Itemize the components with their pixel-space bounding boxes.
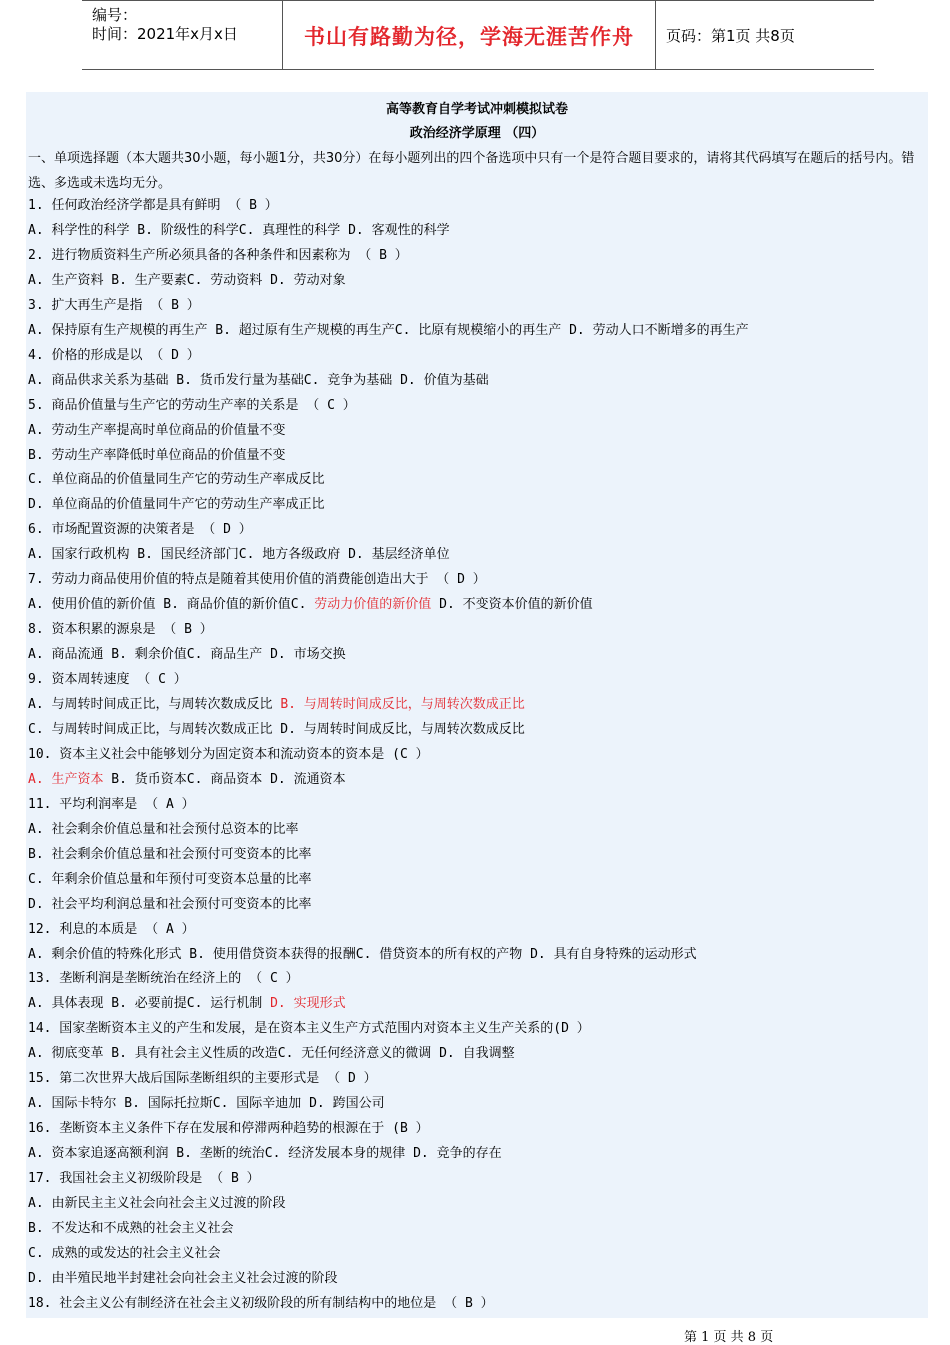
question-line — [28, 1069, 924, 1089]
line-text: 11. 平均利润率是 （ A ） — [28, 796, 195, 812]
question-line — [28, 1119, 924, 1139]
highlighted-answer: 劳动力价值的新价值 — [314, 597, 432, 613]
line-text: 4. 价格的形成是以 （ D ） — [28, 347, 200, 363]
line-text: 18. 社会主义公有制经济在社会主义初级阶段的所有制结构中的地位是 （ B ） — [28, 1295, 494, 1311]
line-text: A. 由新民主主义社会向社会主义过渡的阶段 — [28, 1196, 286, 1211]
line-text: A. 社会剩余价值总量和社会预付总资本的比率 — [28, 821, 299, 837]
line-text: 7. 劳动力商品使用价值的特点是随着其使用价值的消费能创造出大于 （ D ） — [28, 572, 486, 588]
line-text: A. 资本家追逐高额利润 B. 垄断的统治C. 经济发展本身的规律 D. 竞争的存在 — [28, 1146, 502, 1162]
line-text: D. 不变资本价值的新价值 — [431, 597, 593, 613]
line-text: 8. 资本积累的源泉是 （ B ） — [28, 622, 213, 638]
line-text: B. 劳动生产率降低时单位商品的价值量不变 — [28, 447, 286, 463]
question-line — [28, 920, 924, 940]
line-text: A. 国际卡特尔 B. 国际托拉斯C. 国际辛迪加 D. 跨国公司 — [28, 1096, 385, 1112]
question-line — [28, 371, 924, 391]
question-line — [28, 870, 924, 890]
question-line — [28, 994, 924, 1014]
line-text: C. 单位商品的价值量同生产它的劳动生产率成反比 — [28, 472, 325, 488]
line-text: B. 不发达和不成熟的社会主义社会 — [28, 1220, 234, 1236]
line-text: 6. 市场配置资源的决策者是 （ D ） — [28, 522, 252, 538]
question-line — [28, 969, 924, 989]
line-text: 3. 扩大再生产是指 （ B ） — [28, 297, 200, 313]
question-line — [28, 620, 924, 640]
question-line — [28, 196, 924, 216]
question-line — [28, 845, 924, 865]
line-text: A. 国家行政机构 B. 国民经济部门C. 地方各级政府 D. 基层经济单位 — [28, 547, 450, 563]
question-line — [28, 271, 924, 291]
page-footer: 第 1 页 共 8 页 — [684, 1330, 774, 1345]
line-text: A. 劳动生产率提高时单位商品的价值量不变 — [28, 422, 286, 438]
question-line — [28, 296, 924, 316]
page-number-label: 页码：第1页 共8页 — [666, 27, 795, 45]
question-line — [28, 1219, 924, 1239]
line-text: 1. 任何政治经济学都是具有鲜明 （ B ） — [28, 198, 278, 213]
question-line — [28, 1294, 924, 1314]
line-text: 12. 利息的本质是 （ A ） — [28, 921, 195, 937]
question-line — [28, 1244, 924, 1264]
question-line — [28, 795, 924, 815]
motto: 书山有路勤为径，学海无涯苦作舟 — [304, 25, 634, 49]
question-line — [28, 770, 924, 790]
question-line — [28, 820, 924, 840]
line-text: A. 保持原有生产规模的再生产 B. 超过原有生产规模的再生产C. 比原有规模缩小的再生产 D. 劳动人口不断增多的再生产 — [28, 322, 749, 338]
question-line — [28, 570, 924, 590]
question-line — [28, 1094, 924, 1114]
page-header — [82, 0, 874, 70]
line-text: D. 由半殖民地半封建社会向社会主义社会过渡的阶段 — [28, 1270, 338, 1286]
highlighted-answer: D. 实现形式 — [270, 996, 346, 1012]
line-text: A. 生产资料 B. 生产要素C. 劳动资料 D. 劳动对象 — [28, 272, 346, 288]
line-text: 5. 商品价值量与生产它的劳动生产率的关系是 （ C ） — [28, 397, 356, 413]
line-text: 10. 资本主义社会中能够划分为固定资本和流动资本的资本是 (C ） — [28, 746, 429, 762]
line-text: A. 具体表现 B. 必要前提C. 运行机制 — [28, 996, 271, 1012]
question-line — [28, 645, 924, 665]
line-text: A. 商品供求关系为基础 B. 货币发行量为基础C. 竞争为基础 D. 价值为基础 — [28, 372, 489, 388]
line-text: C. 与周转时间成正比，与周转次数成正比 D. 与周转时间成反比，与周转次数成反比 — [28, 721, 525, 737]
question-line — [28, 346, 924, 366]
line-text: 2. 进行物质资料生产所必须具备的各种条件和因素称为 （ B ） — [28, 247, 408, 263]
question-line — [28, 396, 924, 416]
question-line — [28, 421, 924, 441]
section-instructions: 一、单项选择题（本大题共30小题，每小题1分，共30分）在每小题列出的四个备选项中只有一个是符合题目要求的，请将其代码填写在题后的括号内。错选、多选或未选均无分。 — [28, 151, 915, 191]
question-line — [28, 720, 924, 740]
line-text: A. 科学性的科学 B. 阶级性的科学C. 真理性的科学 D. 客观性的科学 — [28, 222, 450, 238]
question-line — [28, 1269, 924, 1289]
line-text: 16. 垄断资本主义条件下存在发展和停滞两种趋势的根源在于 (B ） — [28, 1121, 429, 1137]
line-text: A. 剩余价值的特殊化形式 B. 使用借贷资本获得的报酬C. 借贷资本的所有权的产物 D. 具有自身特殊的运动形式 — [28, 946, 697, 962]
document-number-label: 编号： — [92, 6, 138, 24]
line-text: 14. 国家垄断资本主义的产生和发展，是在资本主义生产方式范围内对资本主义生产关系的(D ） — [28, 1021, 590, 1037]
question-line — [28, 595, 924, 615]
question-line — [28, 321, 924, 341]
question-line — [28, 446, 924, 466]
question-line — [28, 495, 924, 515]
highlighted-answer: B. 与周转时间成反比，与周转次数成正比 — [280, 697, 525, 712]
line-text: A. 商品流通 B. 剩余价值C. 商品生产 D. 市场交换 — [28, 647, 346, 663]
line-text: 17. 我国社会主义初级阶段是 （ B ） — [28, 1171, 260, 1187]
line-text: B. 社会剩余价值总量和社会预付可变资本的比率 — [28, 846, 312, 862]
date-label: 时间：2021年x月x日 — [92, 25, 238, 43]
line-text: A. 彻底变革 B. 具有社会主义性质的改造C. 无任何经济意义的微调 D. 自我调整 — [28, 1046, 515, 1062]
header-info-cell — [82, 1, 283, 69]
line-text: D. 单位商品的价值量同牛产它的劳动生产率成正比 — [28, 497, 325, 513]
question-line — [28, 1019, 924, 1039]
question-line — [28, 1044, 924, 1064]
header-page-cell — [656, 1, 874, 69]
question-line — [28, 745, 924, 765]
exam-document — [26, 92, 928, 1318]
question-line — [28, 1194, 924, 1214]
document-title: 高等教育自学考试冲刺模拟试卷 — [385, 102, 568, 117]
question-line — [28, 221, 924, 241]
document-subtitle: 政治经济学原理 （四） — [409, 126, 545, 141]
question-line — [28, 545, 924, 565]
header-motto-cell — [283, 1, 656, 69]
question-line — [28, 1169, 924, 1189]
question-line — [28, 945, 924, 965]
line-text: A. 使用价值的新价值 B. 商品价值的新价值C. — [28, 597, 315, 613]
line-text: B. 货币资本C. 商品资本 D. 流通资本 — [103, 771, 346, 787]
question-line — [28, 246, 924, 266]
question-line — [28, 895, 924, 915]
line-text: 9. 资本周转速度 （ C ） — [28, 672, 187, 688]
question-line — [28, 670, 924, 690]
line-text: C. 成熟的或发达的社会主义社会 — [28, 1245, 221, 1261]
line-text: A. 与周转时间成正比，与周转次数成反比 — [28, 697, 281, 712]
line-text: D. 社会平均利润总量和社会预付可变资本的比率 — [28, 896, 312, 912]
question-line — [28, 695, 924, 715]
question-line — [28, 470, 924, 490]
line-text: 15. 第二次世界大战后国际垄断组织的主要形式是 （ D ） — [28, 1071, 377, 1087]
question-line — [28, 1144, 924, 1164]
line-text: C. 年剩余价值总量和年预付可变资本总量的比率 — [28, 871, 312, 887]
question-line — [28, 520, 924, 540]
line-text: 13. 垄断利润是垄断统治在经济上的 （ C ） — [28, 971, 299, 987]
highlighted-answer: A. 生产资本 — [28, 771, 104, 787]
